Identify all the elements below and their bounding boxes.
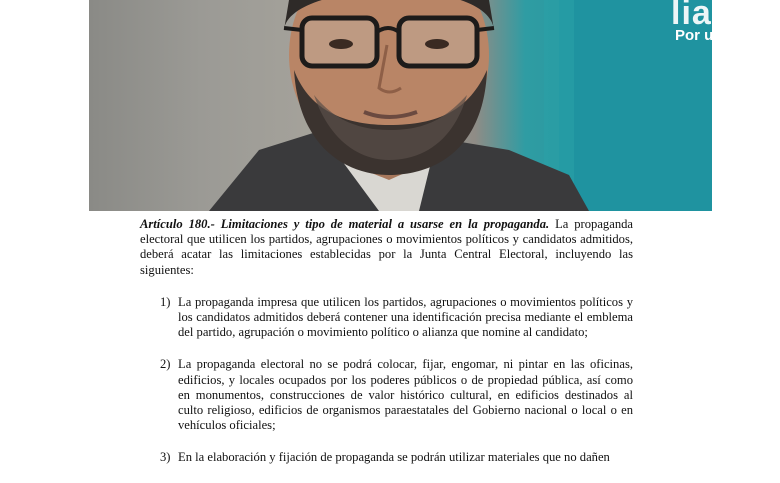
limitations-list [140,295,633,466]
list-item [140,357,633,433]
article-intro-text: La propaganda electoral que utilicen los partidos, agrupaciones o movimientos políticos y candidatos admitidos, deberá acatar las limitaciones establecidas por la Junta Central Electoral, incluyendo las siguientes: [140,217,634,277]
article-photo [89,0,770,211]
article-body [140,217,633,483]
article-intro-paragraph [140,217,633,278]
list-item-text: En la elaboración y fijación de propaganda se podrán utilizar materiales que no dañen [178,450,610,465]
list-item-number: 1) [160,294,171,309]
banner-slogan-text: Por un Gobie [675,27,770,44]
list-item [140,295,633,341]
list-item-text: La propaganda impresa que utilicen los partidos, agrupaciones o movimientos políticos y los candidatos admitidos deberá contener una identificación precisa mediante el emblema del partido, agrupación o movimiento político o alianza que nomine al candidato; [178,294,633,340]
list-item-number: 3) [160,450,171,465]
list-item [140,450,633,465]
banner-logo-text: lianz [671,0,752,32]
article-heading: Artículo 180.- Limitaciones y tipo de material a usarse en la propaganda. [140,217,550,231]
list-item-text: La propaganda electoral no se podrá colocar, fijar, engomar, ni pintar en las oficinas, edificios, y locales ocupados por los poderes públicos o de propiedad pública, así como en monumentos, construcciones de valor histórico cultural, en edificios destinados al culto religioso, edificios de organismos paraestatales del Gobierno nacional o local o en vehículos oficiales; [178,357,633,433]
list-item-number: 2) [160,357,171,372]
